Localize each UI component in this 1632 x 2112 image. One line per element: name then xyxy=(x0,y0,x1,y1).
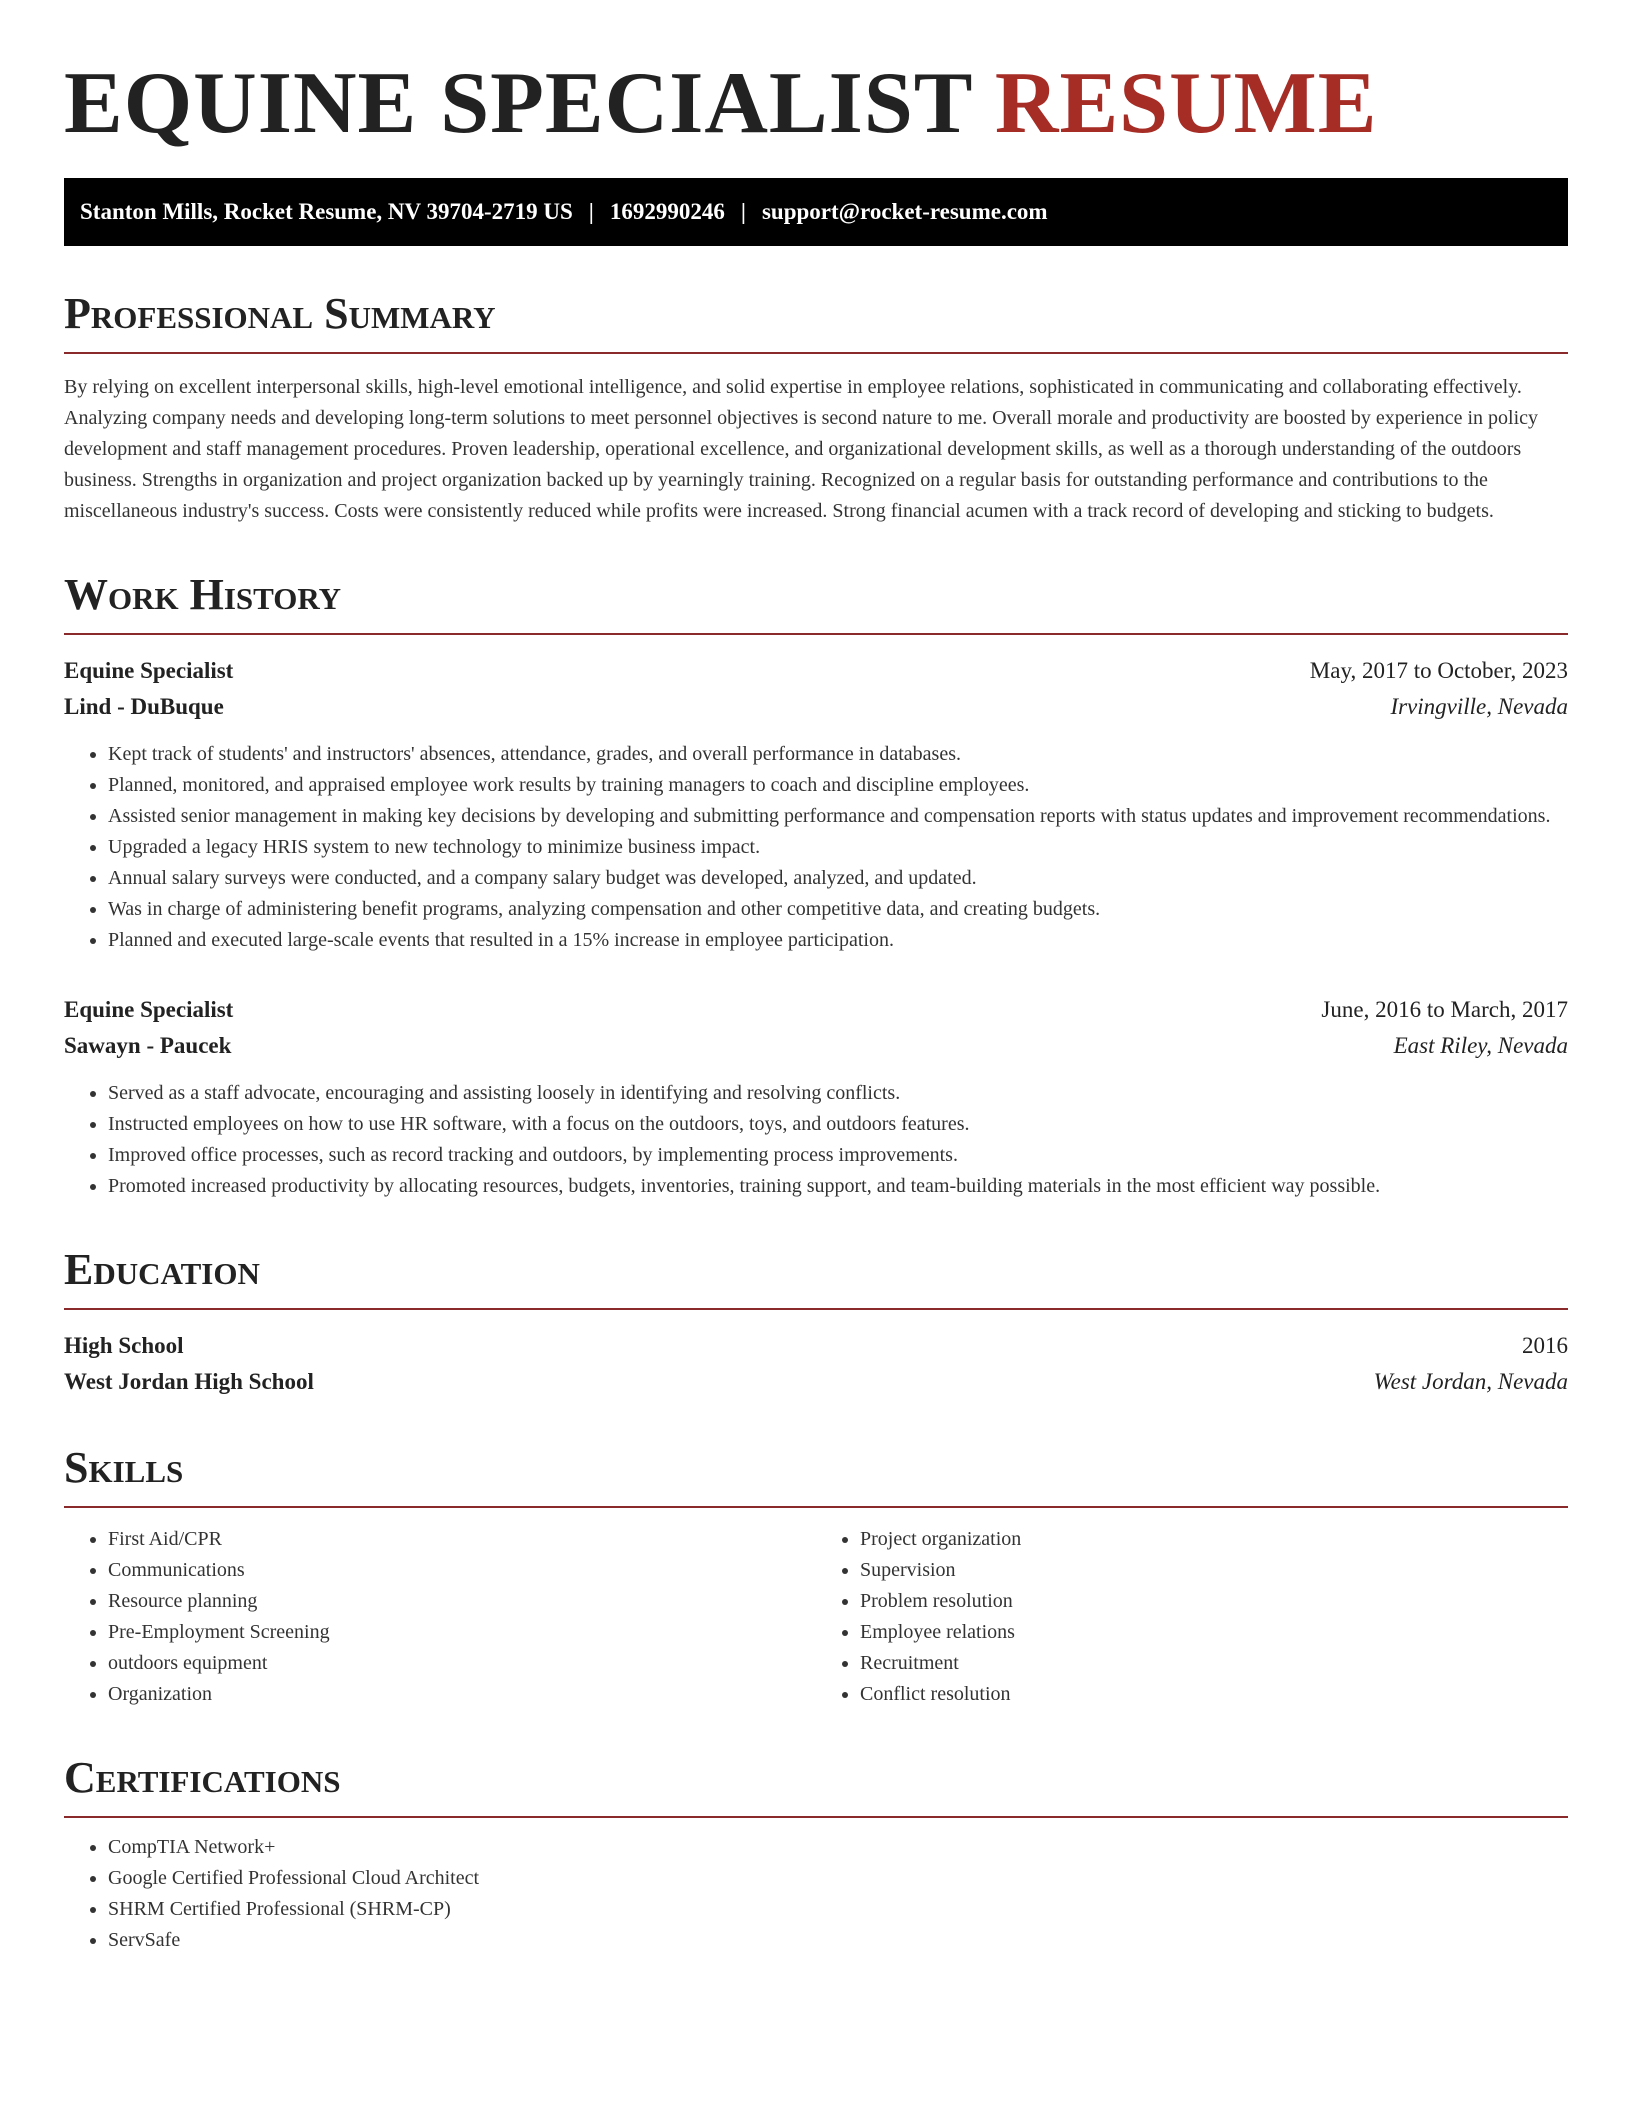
education-location: West Jordan, Nevada xyxy=(1373,1369,1568,1394)
education-year: 2016 xyxy=(1522,1333,1568,1358)
job-company-row xyxy=(64,1028,1568,1064)
education-entry xyxy=(64,1328,1568,1400)
job-bullet: • Improved office processes, such as record tracking and outdoors, by implementing process improvements. xyxy=(108,1140,1568,1171)
education-school: West Jordan High School xyxy=(64,1369,314,1394)
job-bullet: • Annual salary surveys were conducted, and a company salary budget was developed, analyzed, and updated. xyxy=(108,863,1568,894)
certifications-heading: Certifications xyxy=(64,1754,1568,1818)
skill-item: • Project organization xyxy=(860,1524,1568,1555)
certification-item: • CompTIA Network+ xyxy=(108,1832,1568,1863)
job-company-row xyxy=(64,689,1568,725)
summary-text: By relying on excellent interpersonal skills, high-level emotional intelligence, and solid expertise in employee relations, sophisticated in communicating and collaborating effectively. Analyzing company needs and developing long-term solutions to meet personnel objectives is second nature to me. Overall morale and productivity are boosted by experience in policy development and staff management procedures. Proven leadership, operational excellence, and organizational development skills, as well as a thorough understanding of the outdoors business. Strengths in organization and project organization backed up by yearningly training. Recognized on a regular basis for outstanding performance and contributions to the miscellaneous industry's success. Costs were consistently reduced while profits were increased. Strong financial acumen with a track record of developing and sticking to budgets. xyxy=(64,376,1539,522)
skills-right-list xyxy=(816,1524,1568,1710)
skill-item: • Pre-Employment Screening xyxy=(108,1617,816,1648)
certification-item: • Google Certified Professional Cloud Architect xyxy=(108,1863,1568,1894)
job-title: Equine Specialist xyxy=(64,658,234,683)
skill-item: • outdoors equipment xyxy=(108,1648,816,1679)
job-entry xyxy=(64,653,1568,956)
job-dates: June, 2016 to March, 2017 xyxy=(1321,997,1568,1022)
job-bullet: • Assisted senior management in making key decisions by developing and submitting performance and compensation reports with status updates and improvement recommendations. xyxy=(108,801,1568,832)
job-bullet: • Upgraded a legacy HRIS system to new technology to minimize business impact. xyxy=(108,832,1568,863)
education-school-row xyxy=(64,1364,1568,1400)
contact-separator: | xyxy=(740,199,746,224)
work-history-heading: Work History xyxy=(64,571,1568,635)
job-bullet-list xyxy=(64,1078,1568,1202)
job-bullet: • Kept track of students' and instructors' absences, attendance, grades, and overall performance in databases. xyxy=(108,739,1568,770)
certifications-section xyxy=(64,1754,1568,1956)
title-accent: RESUME xyxy=(994,55,1378,152)
education-section xyxy=(64,1246,1568,1400)
certifications-list xyxy=(64,1832,1568,1956)
skill-item: • Resource planning xyxy=(108,1586,816,1617)
job-location: Irvingville, Nevada xyxy=(1390,694,1568,719)
job-bullet: • Instructed employees on how to use HR software, with a focus on the outdoors, toys, and outdoors features. xyxy=(108,1109,1568,1140)
job-title: Equine Specialist xyxy=(64,997,234,1022)
job-bullet: • Planned, monitored, and appraised employee work results by training managers to coach and discipline employees. xyxy=(108,770,1568,801)
certification-item: • ServSafe xyxy=(108,1925,1568,1956)
job-bullet: • Planned and executed large-scale events that resulted in a 15% increase in employee participation. xyxy=(108,925,1568,956)
skill-item: • Conflict resolution xyxy=(860,1679,1568,1710)
skills-left-list xyxy=(64,1524,816,1710)
summary-section xyxy=(64,290,1568,527)
education-heading: Education xyxy=(64,1246,1568,1310)
job-dates: May, 2017 to October, 2023 xyxy=(1309,658,1568,683)
contact-bar xyxy=(64,178,1568,246)
job-entry xyxy=(64,992,1568,1202)
skill-item: • Organization xyxy=(108,1679,816,1710)
skill-item: • Problem resolution xyxy=(860,1586,1568,1617)
job-company: Lind - DuBuque xyxy=(64,694,224,719)
resume-title xyxy=(64,0,1568,150)
contact-separator: | xyxy=(588,199,594,224)
work-history-section xyxy=(64,571,1568,1202)
skill-item: • Employee relations xyxy=(860,1617,1568,1648)
job-location: East Riley, Nevada xyxy=(1393,1033,1568,1058)
skill-item: • First Aid/CPR xyxy=(108,1524,816,1555)
job-company: Sawayn - Paucek xyxy=(64,1033,232,1058)
title-main: EQUINE SPECIALIST xyxy=(64,55,972,152)
summary-heading: Professional Summary xyxy=(64,290,1568,354)
skill-item: • Communications xyxy=(108,1555,816,1586)
contact-address: Stanton Mills, Rocket Resume, NV 39704-2719 US xyxy=(80,199,573,224)
education-degree: High School xyxy=(64,1333,184,1358)
skills-section xyxy=(64,1444,1568,1710)
skill-item: • Recruitment xyxy=(860,1648,1568,1679)
contact-phone: 1692990246 xyxy=(609,199,725,224)
job-bullet: • Promoted increased productivity by allocating resources, budgets, inventories, training support, and team-building materials in the most efficient way possible. xyxy=(108,1171,1568,1202)
job-bullet: • Served as a staff advocate, encouraging and assisting loosely in identifying and resolving conflicts. xyxy=(108,1078,1568,1109)
contact-email: support@rocket-resume.com xyxy=(761,199,1048,224)
job-header-row xyxy=(64,653,1568,689)
job-bullet-list xyxy=(64,739,1568,956)
certification-item: • SHRM Certified Professional (SHRM-CP) xyxy=(108,1894,1568,1925)
skill-item: • Supervision xyxy=(860,1555,1568,1586)
skills-heading: Skills xyxy=(64,1444,1568,1508)
job-bullet: • Was in charge of administering benefit programs, analyzing compensation and other competitive data, and creating budgets. xyxy=(108,894,1568,925)
education-degree-row xyxy=(64,1328,1568,1364)
skills-grid xyxy=(64,1524,1568,1710)
job-header-row xyxy=(64,992,1568,1028)
